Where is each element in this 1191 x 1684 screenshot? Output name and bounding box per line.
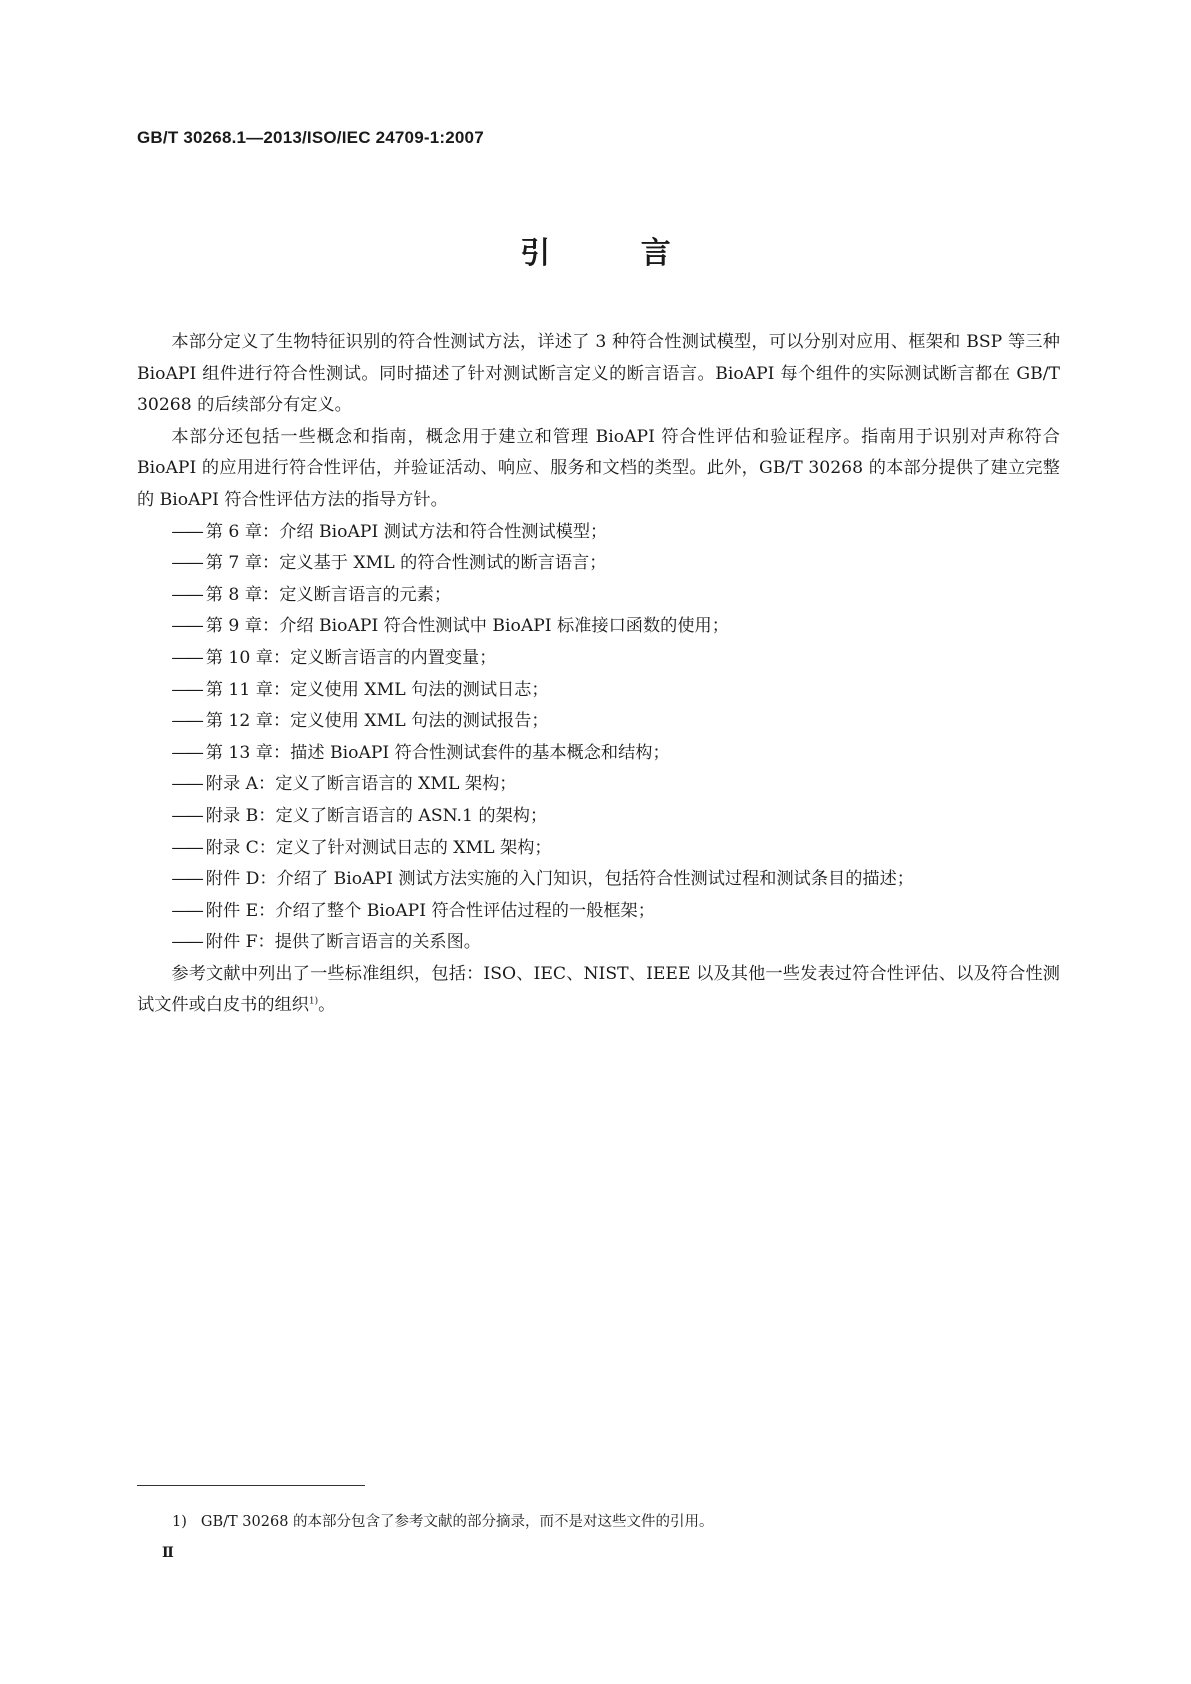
footnote-mark: 1) xyxy=(172,1514,187,1530)
list-dash: —— xyxy=(171,774,202,795)
list-item xyxy=(137,706,1060,738)
list-item-text: 附件 D：介绍了 BioAPI 测试方法实施的入门知识，包括符合性测试过程和测试条目的描述； xyxy=(205,869,914,890)
list-item-text: 附录 A：定义了断言语言的 XML 架构； xyxy=(205,774,517,795)
standard-number-header: GB/T 30268.1—2013/ISO/IEC 24709-1:2007 xyxy=(137,128,484,147)
list-dash: —— xyxy=(171,679,202,700)
list-item-text: 第 7 章：定义基于 XML 的符合性测试的断言语言； xyxy=(205,553,607,574)
list-item-text: 第 6 章：介绍 BioAPI 测试方法和符合性测试模型； xyxy=(205,521,608,542)
chapter-list xyxy=(137,517,1060,959)
list-item xyxy=(137,643,1060,675)
list-item xyxy=(137,611,1060,643)
list-item xyxy=(137,738,1060,770)
closing-text: 参考文献中列出了一些标准组织，包括：ISO、IEC、NIST、IEEE 以及其他一些发表过符合性评估、以及符合性测试文件或白皮书的组织 xyxy=(137,963,1060,1016)
list-item xyxy=(137,580,1060,612)
list-dash: —— xyxy=(171,553,202,574)
list-item-text: 附件 E：介绍了整个 BioAPI 符合性评估过程的一般框架； xyxy=(205,900,655,921)
list-dash: —— xyxy=(171,616,202,637)
list-dash: —— xyxy=(171,805,202,826)
footnote-text: GB/T 30268 的本部分包含了参考文献的部分摘录，而不是对这些文件的引用。 xyxy=(200,1514,714,1530)
list-dash: —— xyxy=(171,521,202,542)
page-number: Ⅱ xyxy=(162,1545,174,1561)
list-item xyxy=(137,675,1060,707)
list-item-text: 第 11 章：定义使用 XML 句法的测试日志； xyxy=(205,679,549,700)
list-item xyxy=(137,833,1060,865)
list-dash: —— xyxy=(171,711,202,732)
introduction-body xyxy=(137,327,1060,1022)
footnote xyxy=(172,1510,714,1531)
list-item-text: 附件 F：提供了断言语言的关系图。 xyxy=(205,932,481,953)
list-item-text: 附录 C：定义了针对测试日志的 XML 架构； xyxy=(205,837,552,858)
list-dash: —— xyxy=(171,647,202,668)
footnote-reference[interactable]: 1) xyxy=(308,996,319,1007)
list-dash: —— xyxy=(171,932,202,953)
paragraph-1: 本部分定义了生物特征识别的符合性测试方法，详述了 3 种符合性测试模型，可以分别对应用、框架和 BSP 等三种 BioAPI 组件进行符合性测试。同时描述了针对测试断言定义的断言语言。BioAPI 每个组件的实际测试断言都在 GB/T 30268 的后续部分有定义。 xyxy=(137,332,1060,416)
list-item xyxy=(137,517,1060,549)
list-dash: —— xyxy=(171,869,202,890)
paragraph-closing xyxy=(137,959,1060,1022)
list-item-text: 第 10 章：定义断言语言的内置变量； xyxy=(205,647,497,668)
list-dash: —— xyxy=(171,900,202,921)
list-item-text: 第 12 章：定义使用 XML 句法的测试报告； xyxy=(205,711,549,732)
list-item xyxy=(137,864,1060,896)
footnote-divider xyxy=(137,1485,365,1486)
page-title: 引 言 xyxy=(520,236,711,271)
list-item xyxy=(137,927,1060,959)
list-item xyxy=(137,896,1060,928)
list-dash: —— xyxy=(171,837,202,858)
list-dash: —— xyxy=(171,584,202,605)
list-item xyxy=(137,801,1060,833)
closing-end: 。 xyxy=(318,995,336,1016)
list-item-text: 第 9 章：介绍 BioAPI 符合性测试中 BioAPI 标准接口函数的使用； xyxy=(205,616,729,637)
paragraph-2: 本部分还包括一些概念和指南，概念用于建立和管理 BioAPI 符合性评估和验证程序。指南用于识别对声称符合 BioAPI 的应用进行符合性评估，并验证活动、响应、服务和文档的类型。此外，GB/T 30268 的本部分提供了建立完整的 BioAPI 符合性评估方法的指导方针。 xyxy=(137,426,1060,510)
list-item xyxy=(137,769,1060,801)
list-item-text: 附录 B：定义了断言语言的 ASN.1 的架构； xyxy=(205,805,548,826)
list-item-text: 第 8 章：定义断言语言的元素； xyxy=(205,584,452,605)
list-item xyxy=(137,548,1060,580)
list-dash: —— xyxy=(171,742,202,763)
list-item-text: 第 13 章：描述 BioAPI 符合性测试套件的基本概念和结构； xyxy=(205,742,670,763)
